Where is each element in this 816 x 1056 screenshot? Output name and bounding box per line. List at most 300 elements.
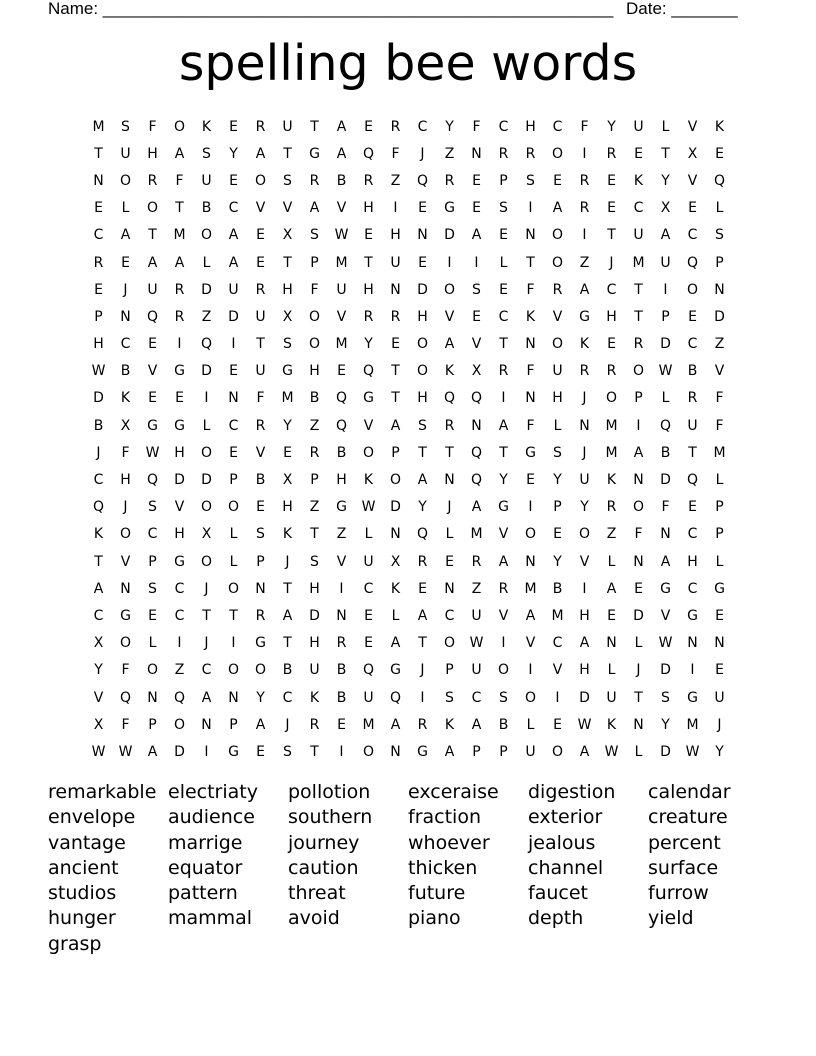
grid-letter[interactable]: S [310,227,319,244]
grid-letter[interactable]: J [447,499,452,516]
grid-letter[interactable]: W [685,743,700,760]
grid-letter[interactable]: L [715,553,724,570]
grid-letter[interactable]: G [687,607,698,624]
grid-letter[interactable]: T [499,336,508,353]
grid-letter[interactable]: L [229,526,238,543]
grid-letter[interactable]: C [120,336,131,353]
grid-letter[interactable]: P [445,662,454,679]
grid-letter[interactable]: L [661,118,670,135]
grid-letter[interactable]: S [715,227,724,244]
grid-letter[interactable]: W [604,743,619,760]
grid-letter[interactable]: Q [146,308,159,325]
grid-letter[interactable]: D [660,743,671,760]
grid-letter[interactable]: E [418,254,427,271]
grid-letter[interactable]: Y [553,553,562,570]
grid-letter[interactable]: T [175,200,184,217]
grid-letter[interactable]: U [309,662,320,679]
grid-letter[interactable]: A [471,716,482,733]
grid-letter[interactable]: C [687,336,698,353]
grid-letter[interactable]: L [607,553,616,570]
grid-letter[interactable]: O [497,662,510,679]
grid-letter[interactable]: A [309,200,320,217]
grid-letter[interactable]: Y [499,472,508,489]
grid-letter[interactable]: G [417,743,428,760]
grid-letter[interactable]: T [688,444,697,461]
grid-letter[interactable]: E [364,607,373,624]
grid-letter[interactable]: T [418,444,427,461]
grid-letter[interactable]: E [148,607,157,624]
grid-letter[interactable]: H [363,200,374,217]
grid-letter[interactable]: Q [146,472,159,489]
grid-letter[interactable]: T [391,390,400,407]
grid-letter[interactable]: N [525,227,536,244]
grid-letter[interactable]: N [471,145,482,162]
grid-letter[interactable]: G [579,308,590,325]
grid-letter[interactable]: A [579,281,590,298]
grid-letter[interactable]: B [336,172,347,189]
grid-letter[interactable]: L [121,200,130,217]
grid-letter[interactable]: V [498,607,509,624]
grid-letter[interactable]: D [579,689,590,706]
grid-letter[interactable]: A [471,499,482,516]
grid-letter[interactable]: E [634,580,643,597]
grid-letter[interactable]: O [362,743,375,760]
grid-letter[interactable]: R [606,499,617,516]
grid-letter[interactable]: P [229,716,238,733]
grid-letter[interactable]: I [231,336,236,353]
grid-letter[interactable]: O [119,172,132,189]
grid-letter[interactable]: K [309,689,320,706]
grid-letter[interactable]: N [390,743,401,760]
grid-letter[interactable]: T [229,607,238,624]
grid-letter[interactable]: M [686,716,699,733]
grid-letter[interactable]: A [525,607,536,624]
grid-letter[interactable]: A [417,472,428,489]
grid-letter[interactable]: H [120,472,131,489]
grid-letter[interactable]: A [444,336,455,353]
grid-letter[interactable]: X [93,716,104,733]
grid-letter[interactable]: E [256,227,265,244]
grid-letter[interactable]: L [715,200,724,217]
grid-letter[interactable]: E [472,172,481,189]
grid-letter[interactable]: M [92,118,105,135]
grid-letter[interactable]: K [93,526,104,543]
grid-letter[interactable]: Z [336,526,347,543]
grid-letter[interactable]: C [633,200,644,217]
grid-letter[interactable]: V [336,200,347,217]
grid-letter[interactable]: J [123,499,128,516]
grid-letter[interactable]: V [660,607,671,624]
grid-letter[interactable]: K [606,716,617,733]
grid-letter[interactable]: G [147,417,158,434]
grid-letter[interactable]: O [200,444,213,461]
grid-letter[interactable]: O [200,227,213,244]
grid-letter[interactable]: K [579,336,590,353]
grid-letter[interactable]: G [174,363,185,380]
grid-letter[interactable]: A [390,635,401,652]
grid-letter[interactable]: N [120,580,131,597]
grid-letter[interactable]: V [552,662,563,679]
grid-letter[interactable]: A [606,580,617,597]
grid-letter[interactable]: O [551,336,564,353]
grid-letter[interactable]: R [363,172,374,189]
grid-letter[interactable]: A [174,145,185,162]
grid-letter[interactable]: O [632,499,645,516]
grid-letter[interactable]: Z [579,254,590,271]
grid-letter[interactable]: C [471,689,482,706]
grid-letter[interactable]: R [255,118,266,135]
grid-letter[interactable]: H [363,281,374,298]
grid-letter[interactable]: F [661,499,670,516]
grid-letter[interactable]: T [634,308,643,325]
grid-letter[interactable]: K [282,526,293,543]
grid-letter[interactable]: H [417,390,428,407]
grid-letter[interactable]: D [174,472,185,489]
grid-letter[interactable]: O [362,444,375,461]
grid-letter[interactable]: Z [309,499,320,516]
grid-letter[interactable]: U [471,607,482,624]
grid-letter[interactable]: C [498,118,509,135]
grid-letter[interactable]: X [471,363,482,380]
grid-letter[interactable]: R [417,553,428,570]
grid-letter[interactable]: R [147,172,158,189]
grid-letter[interactable]: F [715,417,724,434]
grid-letter[interactable]: Z [174,662,185,679]
grid-letter[interactable]: D [444,227,455,244]
grid-letter[interactable]: T [94,145,103,162]
grid-letter[interactable]: F [472,118,481,135]
grid-letter[interactable]: Q [686,254,699,271]
grid-letter[interactable]: Z [714,336,725,353]
grid-letter[interactable]: R [336,635,347,652]
grid-letter[interactable]: D [228,308,239,325]
grid-letter[interactable]: Q [119,689,132,706]
grid-letter[interactable]: R [444,172,455,189]
grid-letter[interactable]: G [174,553,185,570]
grid-letter[interactable]: M [335,336,348,353]
grid-letter[interactable]: E [472,200,481,217]
grid-letter[interactable]: K [444,716,455,733]
grid-letter[interactable]: E [418,580,427,597]
grid-letter[interactable]: O [146,200,159,217]
grid-letter[interactable]: Q [389,689,402,706]
grid-letter[interactable]: G [309,145,320,162]
grid-letter[interactable]: E [553,172,562,189]
grid-letter[interactable]: U [255,308,266,325]
grid-letter[interactable]: Q [92,499,105,516]
grid-letter[interactable]: S [283,336,292,353]
grid-letter[interactable]: S [148,580,157,597]
grid-letter[interactable]: N [606,635,617,652]
grid-letter[interactable]: E [229,363,238,380]
grid-letter[interactable]: E [607,607,616,624]
grid-letter[interactable]: J [285,716,290,733]
grid-letter[interactable]: U [282,118,293,135]
grid-letter[interactable]: P [553,499,562,516]
grid-letter[interactable]: F [526,363,535,380]
grid-letter[interactable]: O [389,472,402,489]
grid-letter[interactable]: L [229,553,238,570]
grid-letter[interactable]: K [390,580,401,597]
grid-letter[interactable]: H [336,472,347,489]
grid-letter[interactable]: W [118,743,133,760]
grid-letter[interactable]: G [282,363,293,380]
grid-letter[interactable]: D [174,743,185,760]
grid-letter[interactable]: N [633,472,644,489]
grid-letter[interactable]: H [309,580,320,597]
grid-letter[interactable]: Q [416,172,429,189]
grid-letter[interactable]: Y [553,472,562,489]
grid-letter[interactable]: Q [335,417,348,434]
grid-letter[interactable]: A [174,254,185,271]
grid-letter[interactable]: H [174,526,185,543]
grid-letter[interactable]: U [660,254,671,271]
grid-letter[interactable]: N [714,281,725,298]
grid-letter[interactable]: E [715,145,724,162]
grid-letter[interactable]: N [525,336,536,353]
grid-letter[interactable]: T [148,227,157,244]
grid-letter[interactable]: S [472,281,481,298]
grid-letter[interactable]: Q [416,526,429,543]
grid-letter[interactable]: I [690,662,695,679]
grid-letter[interactable]: T [445,444,454,461]
grid-letter[interactable]: I [528,662,533,679]
grid-letter[interactable]: I [474,254,479,271]
grid-letter[interactable]: T [283,635,292,652]
grid-letter[interactable]: M [362,716,375,733]
grid-letter[interactable]: T [526,254,535,271]
grid-letter[interactable]: F [148,118,157,135]
grid-letter[interactable]: X [660,200,671,217]
grid-letter[interactable]: G [525,444,536,461]
grid-letter[interactable]: O [605,390,618,407]
grid-letter[interactable]: B [336,444,347,461]
grid-letter[interactable]: N [714,635,725,652]
grid-letter[interactable]: L [553,417,562,434]
grid-letter[interactable]: O [524,689,537,706]
grid-letter[interactable]: V [282,200,293,217]
grid-letter[interactable]: D [660,472,671,489]
grid-letter[interactable]: E [256,254,265,271]
grid-letter[interactable]: Y [607,118,616,135]
grid-letter[interactable]: A [471,227,482,244]
grid-letter[interactable]: F [634,526,643,543]
grid-letter[interactable]: P [148,716,157,733]
grid-letter[interactable]: V [579,553,590,570]
grid-letter[interactable]: P [715,254,724,271]
grid-letter[interactable]: V [498,526,509,543]
grid-letter[interactable]: J [609,254,614,271]
grid-letter[interactable]: R [309,172,320,189]
grid-letter[interactable]: R [255,281,266,298]
grid-letter[interactable]: P [715,499,724,516]
grid-letter[interactable]: T [418,635,427,652]
grid-letter[interactable]: Y [229,145,238,162]
grid-letter[interactable]: R [579,200,590,217]
grid-letter[interactable]: O [173,716,186,733]
grid-letter[interactable]: E [499,281,508,298]
grid-letter[interactable]: H [579,607,590,624]
grid-letter[interactable]: E [688,499,697,516]
grid-letter[interactable]: W [91,363,106,380]
grid-letter[interactable]: A [417,607,428,624]
grid-letter[interactable]: U [579,472,590,489]
grid-letter[interactable]: S [148,499,157,516]
grid-letter[interactable]: H [282,499,293,516]
grid-letter[interactable]: L [607,662,616,679]
grid-letter[interactable]: R [174,308,185,325]
grid-letter[interactable]: H [282,281,293,298]
grid-letter[interactable]: F [391,145,400,162]
grid-letter[interactable]: A [579,635,590,652]
grid-letter[interactable]: T [202,607,211,624]
grid-letter[interactable]: E [148,390,157,407]
grid-letter[interactable]: E [715,662,724,679]
grid-letter[interactable]: I [231,635,236,652]
grid-letter[interactable]: G [336,499,347,516]
grid-letter[interactable]: Q [659,417,672,434]
grid-letter[interactable]: Q [470,390,483,407]
grid-letter[interactable]: A [255,716,266,733]
grid-letter[interactable]: R [390,118,401,135]
grid-letter[interactable]: W [361,499,376,516]
grid-letter[interactable]: N [660,526,671,543]
grid-letter[interactable]: E [364,118,373,135]
grid-letter[interactable]: S [526,172,535,189]
grid-letter[interactable]: E [499,227,508,244]
grid-letter[interactable]: M [551,607,564,624]
grid-letter[interactable]: I [177,635,182,652]
grid-letter[interactable]: N [120,308,131,325]
date-field[interactable]: Date: _______ [626,0,738,18]
grid-letter[interactable]: N [228,390,239,407]
grid-letter[interactable]: H [417,308,428,325]
grid-letter[interactable]: T [310,118,319,135]
grid-letter[interactable]: A [336,145,347,162]
grid-letter[interactable]: E [445,553,454,570]
grid-letter[interactable]: A [660,227,671,244]
grid-letter[interactable]: H [687,553,698,570]
grid-letter[interactable]: V [552,308,563,325]
grid-letter[interactable]: D [660,662,671,679]
grid-letter[interactable]: C [687,580,698,597]
grid-letter[interactable]: F [715,390,724,407]
grid-letter[interactable]: W [658,363,673,380]
grid-letter[interactable]: G [174,417,185,434]
grid-letter[interactable]: N [687,635,698,652]
grid-letter[interactable]: C [687,526,698,543]
grid-letter[interactable]: C [552,118,563,135]
grid-letter[interactable]: D [660,336,671,353]
grid-letter[interactable]: X [390,553,401,570]
grid-letter[interactable]: Y [580,499,589,516]
grid-letter[interactable]: E [418,200,427,217]
grid-letter[interactable]: V [471,336,482,353]
grid-letter[interactable]: E [283,444,292,461]
grid-letter[interactable]: R [687,390,698,407]
grid-letter[interactable]: C [282,689,293,706]
grid-letter[interactable]: R [552,281,563,298]
grid-letter[interactable]: O [551,254,564,271]
grid-letter[interactable]: X [282,308,293,325]
grid-letter[interactable]: J [285,553,290,570]
grid-letter[interactable]: Q [443,390,456,407]
grid-letter[interactable]: D [93,390,104,407]
grid-letter[interactable]: E [553,526,562,543]
grid-letter[interactable]: B [498,716,509,733]
grid-letter[interactable]: U [201,172,212,189]
grid-letter[interactable]: E [472,308,481,325]
grid-letter[interactable]: O [227,499,240,516]
grid-letter[interactable]: U [552,363,563,380]
grid-letter[interactable]: M [470,526,483,543]
grid-letter[interactable]: P [148,553,157,570]
grid-letter[interactable]: O [173,118,186,135]
grid-letter[interactable]: E [688,308,697,325]
grid-letter[interactable]: F [121,662,130,679]
grid-letter[interactable]: C [417,118,428,135]
grid-letter[interactable]: L [391,607,400,624]
grid-letter[interactable]: L [499,254,508,271]
grid-letter[interactable]: H [93,336,104,353]
grid-letter[interactable]: E [175,390,184,407]
grid-letter[interactable]: U [147,281,158,298]
grid-letter[interactable]: U [525,743,536,760]
grid-letter[interactable]: T [634,281,643,298]
grid-letter[interactable]: Y [715,743,724,760]
grid-letter[interactable]: Q [686,472,699,489]
grid-letter[interactable]: A [93,580,104,597]
grid-letter[interactable]: C [444,607,455,624]
grid-letter[interactable]: G [660,580,671,597]
grid-letter[interactable]: N [390,526,401,543]
name-field[interactable]: Name: ______________________________________________________ [48,0,614,18]
grid-letter[interactable]: V [147,363,158,380]
grid-letter[interactable]: M [605,444,618,461]
grid-letter[interactable]: C [687,227,698,244]
grid-letter[interactable]: U [687,417,698,434]
grid-letter[interactable]: A [444,743,455,760]
grid-letter[interactable]: O [686,281,699,298]
grid-letter[interactable]: R [255,417,266,434]
grid-letter[interactable]: I [204,743,209,760]
grid-letter[interactable]: W [577,716,592,733]
grid-letter[interactable]: E [94,281,103,298]
grid-letter[interactable]: O [254,172,267,189]
grid-letter[interactable]: R [309,444,320,461]
grid-letter[interactable]: Z [309,417,320,434]
grid-letter[interactable]: E [553,716,562,733]
grid-letter[interactable]: L [634,635,643,652]
grid-letter[interactable]: L [526,716,535,733]
grid-letter[interactable]: A [228,254,239,271]
grid-letter[interactable]: Z [471,580,482,597]
grid-letter[interactable]: Z [390,172,401,189]
grid-letter[interactable]: I [582,145,587,162]
grid-letter[interactable]: X [201,526,212,543]
grid-letter[interactable]: I [177,336,182,353]
grid-letter[interactable]: R [309,716,320,733]
grid-letter[interactable]: S [553,444,562,461]
grid-letter[interactable]: A [498,417,509,434]
grid-letter[interactable]: X [93,635,104,652]
grid-letter[interactable]: U [120,145,131,162]
grid-letter[interactable]: R [255,607,266,624]
grid-letter[interactable]: Y [256,689,265,706]
grid-letter[interactable]: S [202,145,211,162]
grid-letter[interactable]: S [310,553,319,570]
grid-letter[interactable]: N [633,553,644,570]
